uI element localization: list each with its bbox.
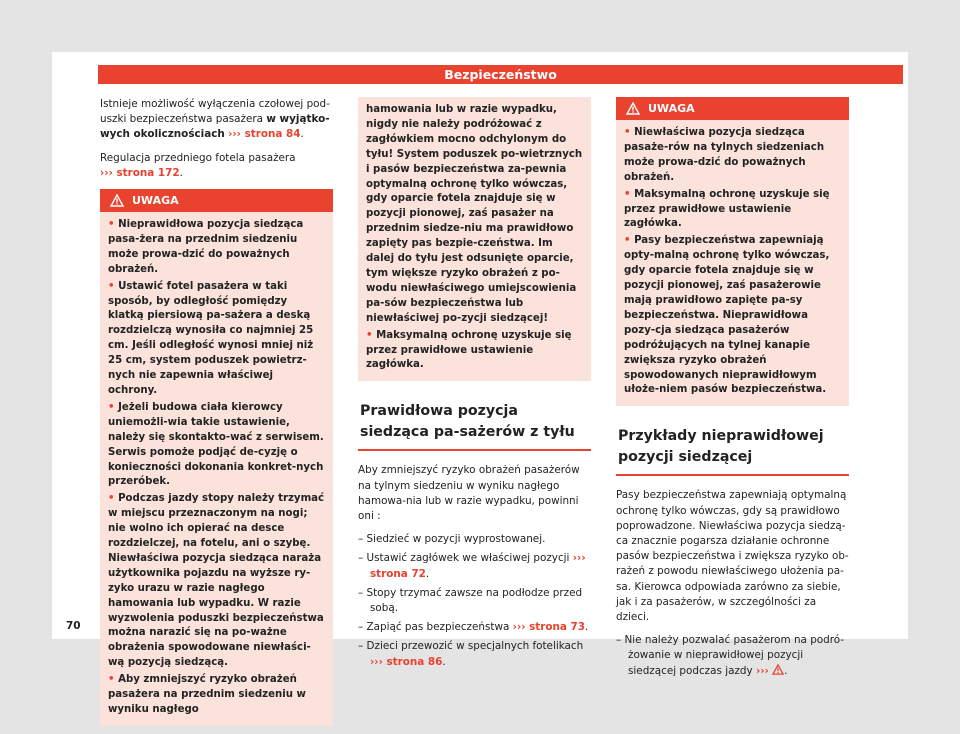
paragraph-body: Pasy bezpieczeństwa zapewniają optymalną ochronę tylko wówczas, gdy są prawidłowo poprowadzone. Niewłaściwa pozycja siedzą-ca znacznie pogarsza działanie ochronne pasów bezpieczeństwa i zwiększa ryzyko ob-rażeń z powodu niewłaściwego ułożenia pa-sa. Kierowca odpowiada zarówno za siebie, jak i za pasażerów, w szczególności za dzieci. [616,489,849,623]
page-header: Bezpieczeństwo [98,65,903,84]
page-link[interactable]: ››› strona 86 [370,655,443,668]
column-2 [358,97,591,674]
page-link[interactable]: ››› strona 73 [512,621,586,634]
page-link[interactable]: ››› strona 72 [370,552,586,580]
column-3 [616,97,849,683]
paragraph-intro: Aby zmniejszyć ryzyko obrażeń pasażerów na tylnym siedzeniu w wyniku nagłego hamowa-nia lub w razie wypadku, powinni oni : [358,464,580,522]
warning-title: UWAGA [100,189,333,212]
warning-box [100,189,333,726]
warning-box [616,97,849,406]
warning-item: hamowania lub w razie wypadku, nigdy nie należy podróżować z zagłówkiem mocno odchylonym do tyłu! System poduszek po-wietrznych i pasów bezpieczeństwa za-pewnia optymalną ochronę tylko wówczas, gdy oparcie fotela znajduje się w pozycji pionowej, zaś pasażer na przednim siedze-niu ma prawidłowo zapięty pas bezpie-czeństwa. Im dalej do tyłu jest odsunięte oparcie, tym większe ryzyko obrażeń z po-wodu niewłaściwego umiejscowienia pa-sów bezpieczeństwa lub niewłaściwej po-zycji siedzącej! [366,104,583,324]
list-item: – Ustawić zagłówek we właściwej pozycji ››› strona 72. [358,552,586,580]
warning-item: • Aby zmniejszyć ryzyko obrażeń pasażera na przednim siedzeniu w wyniku nagłego [108,674,306,716]
warning-item: • Podczas jazdy stopy należy trzymać w miejscu przeznaczonym na nogi; nie wolno ich opierać na desce rozdzielczej, na fotelu, ani o szybę. Niewłaściwa pozycja siedząca naraża użytkownika pojazdu na wyższe ry-zyko urazu w razie nagłego hamowania lub wypadku. W razie wyzwolenia poduszki bezpieczeństwa można narazić się na po-ważne obrażenia spowodowane niewłaści-wą pozycją siedzącą. [108,493,325,669]
warning-item: • Jeżeli budowa ciała kierowcy uniemożli-wia takie ustawienie, należy się skontakto-wać z serwisem. Serwis pomoże podjąć de-cyzję o konieczności dokonania konkret-nych przeróbek. [108,401,324,488]
warning-item: • Nieprawidłowa pozycja siedząca pasa-żera na przednim siedzeniu może prowa-dzić do poważnych obrażeń. [108,219,304,275]
section-title: Przykłady nieprawidłowej pozycji siedzącej [616,422,849,476]
warning-item: • Pasy bezpieczeństwa zapewniają opty-malną ochronę tylko wówczas, gdy oparcie fotela znajduje się w pozycji pionowej, zaś pasażerowie mają prawidłowo zapięte pa-sy bezpieczeństwa. Nieprawidłowa pozy-cja siedząca pasażerów podróżujących na tylnej kanapie zwiększa ryzyko obrażeń spowodowanych nieprawidłowym ułoże-niem pasów bezpieczeństwa. [624,235,830,396]
warning-item: • Maksymalną ochronę uzyskuje się przez prawidłowe ustawienie zagłówka. [366,329,572,371]
warning-triangle-icon [626,102,640,115]
warning-item: • Niewłaściwa pozycja siedząca pasaże-rów na tylnych siedzeniach może prowa-dzić do poważnych obrażeń. [624,127,825,183]
list-item: – Nie należy pozwalać pasażerom na podró-żowanie w nieprawidłowej pozycji siedzącej podczas jazdy ››› . [616,634,845,677]
paragraph-airbag: Istnieje możliwość wyłączenia czołowej pod-uszki bezpieczeństwa pasażera w wyjątko-wych okolicznościach ››› strona 84. [100,98,330,141]
warning-box-continued [358,97,591,381]
warning-title: UWAGA [616,97,849,120]
paragraph-seat: Regulacja przedniego fotela pasażera ››› strona 172. [100,151,296,179]
section-title: Prawidłowa pozycja siedząca pa-sażerów z tyłu [358,397,591,451]
manual-page [52,52,908,716]
page-link[interactable]: ››› strona 84 [228,128,301,141]
warning-item: • Ustawić fotel pasażera w taki sposób, by odległość pomiędzy klatką piersiową pa-sażera a deską rozdzielczą wynosiła co najmniej 25 cm. Jeśli odległość wynosi mniej niż 25 cm, system poduszek powietrz-nych nie zapewnia właściwej ochrony. [108,280,314,396]
warning-link[interactable]: ››› [755,664,769,677]
page-number: 70 [66,620,81,632]
warning-item: • Maksymalną ochronę uzyskuje się przez prawidłowe ustawienie zagłówka. [624,188,830,230]
list-item: – Siedzieć w pozycji wyprostowanej. [358,533,546,546]
page-link[interactable]: ››› strona 172 [100,166,180,179]
list-item: – Stopy trzymać zawsze na podłodze przed sobą. [358,586,583,614]
list-item: – Dzieci przewozić w specjalnych fotelikach ››› strona 86. [358,640,584,668]
warning-triangle-icon [110,194,124,207]
warning-triangle-icon [772,664,784,675]
list-item: – Zapiąć pas bezpieczeństwa ››› strona 73. [358,621,589,634]
column-1 [100,97,333,734]
